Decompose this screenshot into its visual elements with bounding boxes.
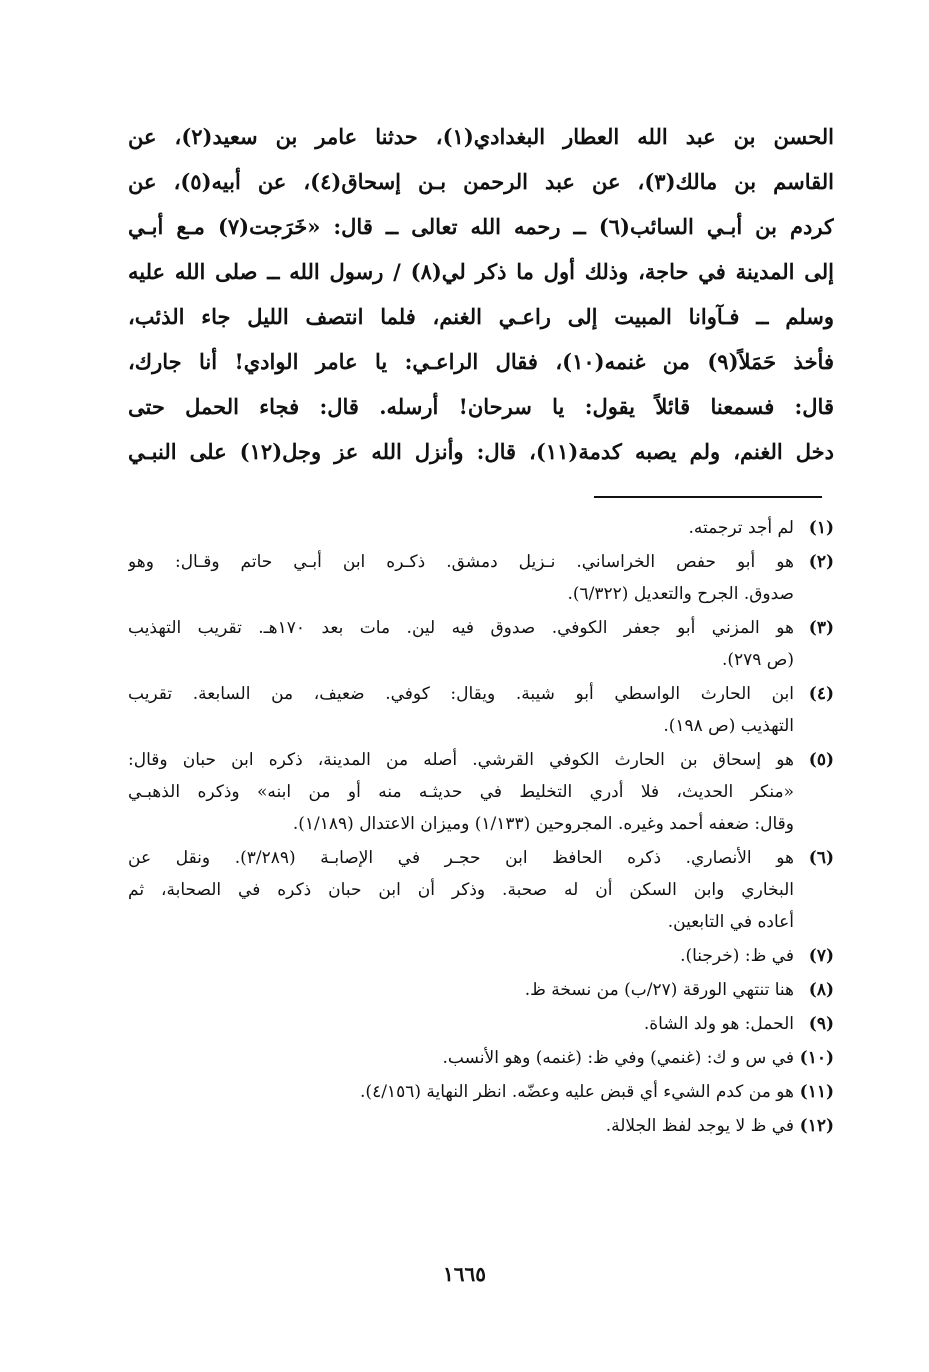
footnote-line: هو أبو حفص الخراساني. نـزيل دمشق. ذكـره ابن أبـي حاتم وقـال: وهو — [128, 552, 794, 572]
footnote-item — [128, 842, 834, 938]
footnote-number: (٨) — [808, 980, 834, 1000]
footnote-line: في س و ك: (غنمي) وفي ظ: (غنمه) وهو الأنسب. — [442, 1048, 794, 1068]
footnote-item — [128, 1110, 834, 1142]
footnote-line: هنا تنتهي الورقة (٢٧/ب) من نسخة ظ. — [524, 980, 794, 1000]
footnote-line: وقال: ضعفه أحمد وغيره. المجروحين (١/١٣٣) وميزان الاعتدال (١/١٨٩). — [292, 814, 794, 834]
footnote-line: هو الأنصاري. ذكره الحافظ ابن حجـر في الإصابـة (٣/٢٨٩). ونقل عن — [128, 848, 794, 868]
footnote-line: أعاده في التابعين. — [667, 912, 794, 932]
main-text-block — [128, 114, 834, 474]
footnote-line: لم أجد ترجمته. — [688, 518, 794, 538]
footnote-line: ابن الحارث الواسطي أبو شيبة. ويقال: كوفي. ضعيف، من السابعة. تقريب — [128, 684, 794, 704]
footnote-item — [128, 678, 834, 742]
footnote-number: (٢) — [808, 552, 834, 572]
main-text-line: الحسن بن عبد الله العطار البغدادي(١)، حدثنا عامر بن سعيد(٢)، عن — [128, 124, 834, 149]
footnote-body — [128, 678, 794, 742]
footnote-line: البخاري وابن السكن أن له صحبة. وذكر أن ابن حبان ذكره في الصحابة، ثم — [128, 880, 794, 900]
footnote-number: (٧) — [808, 946, 834, 966]
footnote-number: (١) — [808, 518, 834, 538]
footnote-item — [128, 512, 834, 544]
footnote-body — [128, 1008, 794, 1040]
main-text-line: دخل الغنم، ولم يصبه كدمة(١١)، قال: وأنزل الله عز وجل(١٢) على النبـي — [128, 439, 834, 464]
page-number: ١٦٦٥ — [443, 1262, 486, 1286]
footnote-item — [128, 546, 834, 610]
footnote-item — [128, 974, 834, 1006]
footnote-number: (٤) — [808, 684, 834, 704]
footnote-body — [128, 546, 794, 610]
footnote-number: (٦) — [808, 848, 834, 868]
footnote-line: صدوق. الجرح والتعديل (٦/٣٢٢). — [567, 584, 794, 604]
footnote-body — [128, 1042, 794, 1074]
footnotes-section — [128, 512, 834, 1144]
footnote-line: هو إسحاق بن الحارث الكوفي القرشي. أصله من المدينة، ذكره ابن حبان وقال: — [128, 750, 794, 770]
footnote-body — [128, 512, 794, 544]
footnote-body — [128, 842, 794, 938]
footnote-line: في ظ: (خرجنا). — [680, 946, 794, 966]
footnote-item — [128, 612, 834, 676]
main-text-line: قال: فسمعنا قائلاً يقول: يا سرحان! أرسله. قال: فجاء الحمل حتى — [128, 394, 834, 419]
footnote-line: «منكر الحديث، فلا أدري التخليط في حديثـه منه أو من ابنه» وذكره الذهبـي — [128, 782, 794, 802]
footnote-body — [128, 1110, 794, 1142]
main-text-line: وسلم ــ فـآوانا المبيت إلى راعـي الغنم، فلما انتصف الليل جاء الذئب، — [128, 304, 834, 329]
footnote-number: (٩) — [808, 1014, 834, 1034]
footnote-item — [128, 744, 834, 840]
footnote-body — [128, 974, 794, 1006]
footnote-number: (١٠) — [799, 1048, 834, 1068]
footnote-item — [128, 1076, 834, 1108]
footnote-separator-rule — [594, 496, 822, 498]
footnote-item — [128, 1042, 834, 1074]
footnote-line: التهذيب (ص ١٩٨). — [663, 716, 794, 736]
footnote-line: هو المزني أبو جعفر الكوفي. صدوق فيه لين. مات بعد ١٧٠هـ. تقريب التهذيب — [128, 618, 794, 638]
main-text-line: كردم بن أبـي السائب(٦) ــ رحمه الله تعالى ــ قال: «خَرَجت(٧) مـع أبـي — [128, 214, 834, 239]
footnote-body — [128, 744, 794, 840]
footnote-item — [128, 1008, 834, 1040]
footnote-number: (٥) — [808, 750, 834, 770]
footnote-number: (١١) — [799, 1082, 834, 1102]
footnote-item — [128, 940, 834, 972]
footnote-line: هو من كدم الشيء أي قبض عليه وعضّه. انظر النهاية (٤/١٥٦). — [360, 1082, 794, 1102]
footnote-number: (٣) — [808, 618, 834, 638]
footnote-body — [128, 940, 794, 972]
main-text-line: إلى المدينة في حاجة، وذلك أول ما ذكر لي(٨) / رسول الله ــ صلى الله عليه — [128, 259, 834, 284]
footnote-body — [128, 612, 794, 676]
main-text-line: فأخذ حَمَلاً(٩) من غنمه(١٠)، فقال الراعـي: يا عامر الوادي! أنا جارك، — [128, 349, 834, 374]
footnote-line: (ص ٢٧٩). — [721, 650, 794, 670]
footnote-line: الحمل: هو ولد الشاة. — [643, 1014, 794, 1034]
footnote-number: (١٢) — [799, 1116, 834, 1136]
main-text-line: القاسم بن مالك(٣)، عن عبد الرحمن بـن إسحاق(٤)، عن أبيه(٥)، عن — [128, 169, 834, 194]
footnote-line: في ظ لا يوجد لفظ الجلالة. — [605, 1116, 794, 1136]
footnote-body — [128, 1076, 794, 1108]
